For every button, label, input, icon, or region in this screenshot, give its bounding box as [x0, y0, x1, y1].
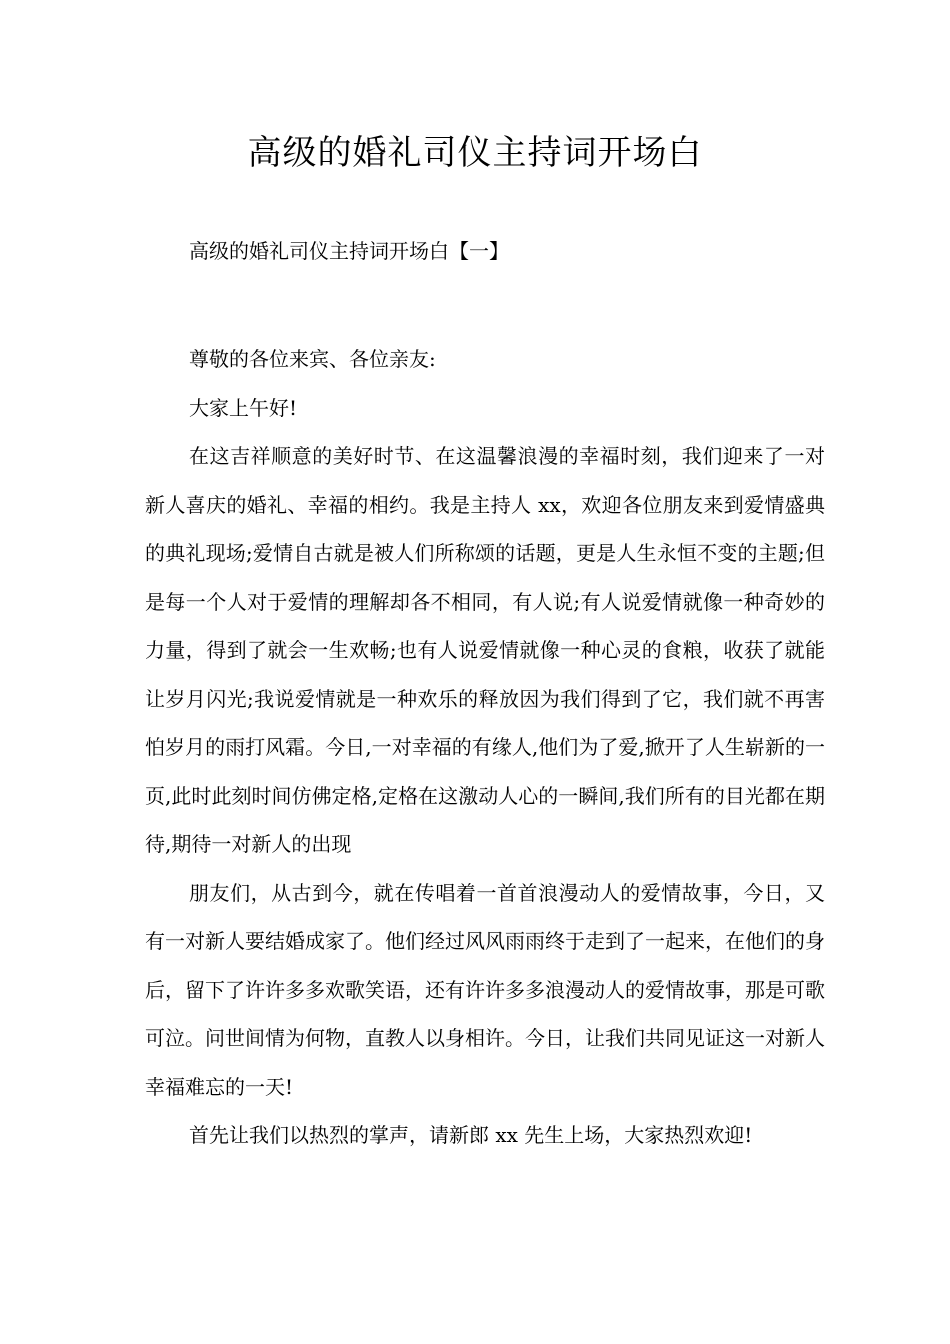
- section-heading: 高级的婚礼司仪主持词开场白【一】: [189, 239, 509, 263]
- paragraph-love-story: 朋友们，从古到今，就在传唱着一首首浪漫动人的爱情故事，今日，又有一对新人要结婚成家了。他们经过风风雨雨终于走到了一起来，在他们的身后，留下了许许多多欢歌笑语，还有许许多多浪漫动人的爱情故事，那是可歌可泣。问世间情为何物，直教人以身相许。今日，让我们共同见证这一对新人幸福难忘的一天!: [145, 880, 825, 1099]
- document-title: 高级的婚礼司仪主持词开场白: [247, 133, 703, 173]
- document-body: [145, 335, 825, 1160]
- paragraph-greeting: 尊敬的各位来宾、各位亲友:: [189, 347, 436, 371]
- paragraph-groom-entrance: 首先让我们以热烈的掌声，请新郎 xx 先生上场，大家热烈欢迎!: [189, 1123, 753, 1147]
- paragraph-opening: 在这吉祥顺意的美好时节、在这温馨浪漫的幸福时刻，我们迎来了一对新人喜庆的婚礼、幸福的相约。我是主持人 xx，欢迎各位朋友来到爱情盛典的典礼现场;爱情自古就是被人们所称颂的话题，更是人生永恒不变的主题;但是每一个人对于爱情的理解却各不相同，有人说;有人说爱情就像一种奇妙的力量，得到了就会一生欢畅;也有人说爱情就像一种心灵的食粮，收获了就能让岁月闪光;我说爱情就是一种欢乐的释放因为我们得到了它，我们就不再害怕岁月的雨打风霜。今日,一对幸福的有缘人,他们为了爱,掀开了人生崭新的一页,此时此刻时间仿佛定格,定格在这激动人心的一瞬间,我们所有的目光都在期待,期待一对新人的出现: [145, 444, 825, 856]
- paragraph-salutation: 大家上午好!: [189, 395, 298, 420]
